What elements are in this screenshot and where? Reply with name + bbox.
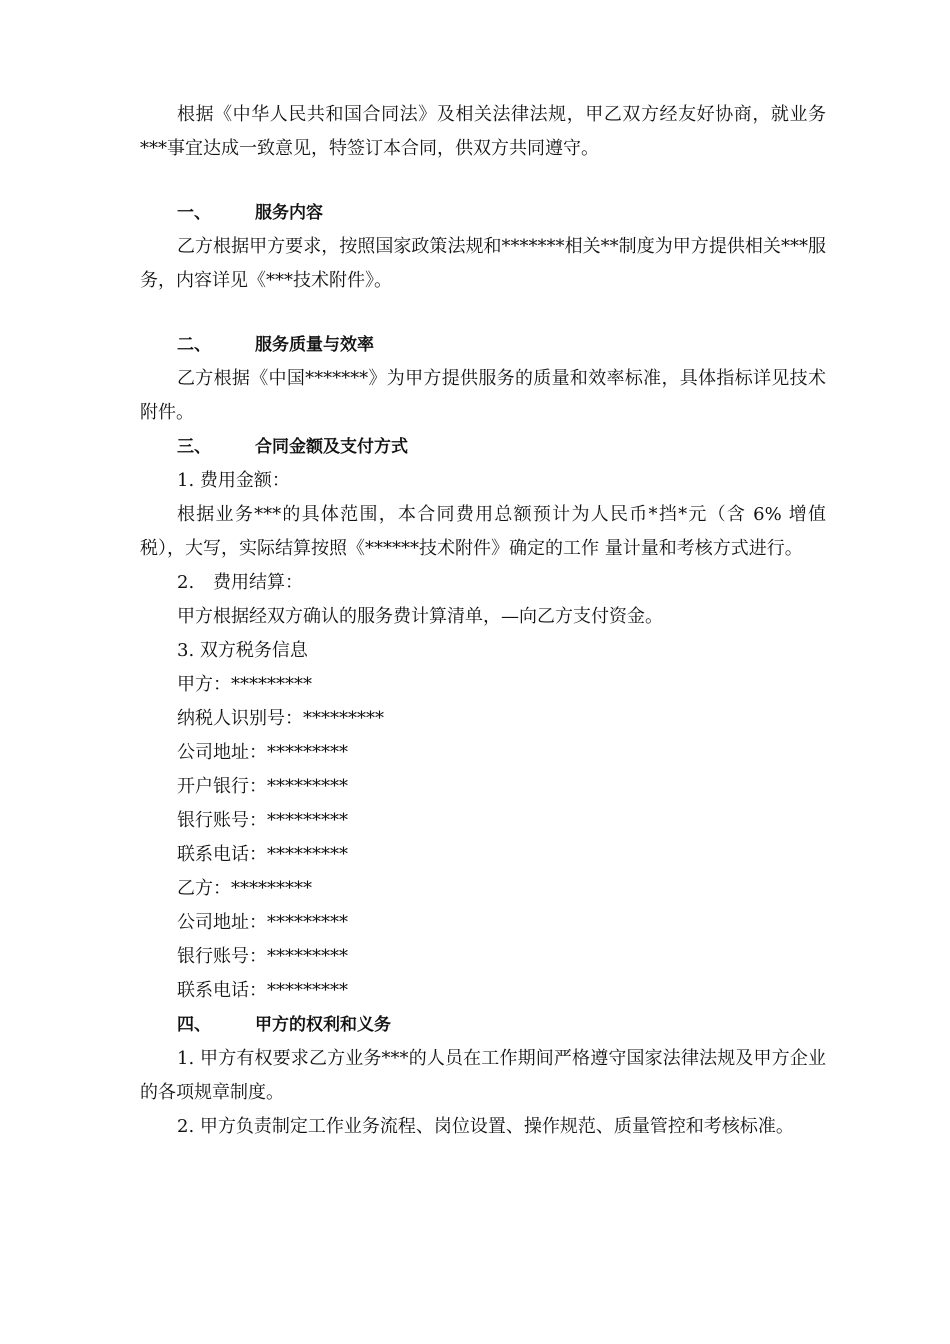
party-a-address: 公司地址：********* bbox=[177, 742, 348, 763]
section-2-body: 乙方根据《中国*******》为甲方提供服务的质量和效率标准，具体指标详见技术附件。 bbox=[140, 368, 826, 423]
party-a-phone: 联系电话：********* bbox=[177, 844, 348, 865]
fee-settlement-number: 2. bbox=[177, 572, 195, 593]
section-3-title: 合同金额及支付方式 bbox=[255, 437, 408, 457]
section-1-title: 服务内容 bbox=[255, 203, 323, 223]
section-3-number: 三、 bbox=[177, 437, 211, 457]
party-a-name: 甲方：********* bbox=[177, 674, 312, 695]
party-a-info bbox=[140, 668, 826, 872]
section-4-heading bbox=[140, 1008, 826, 1042]
section-2-title: 服务质量与效率 bbox=[255, 335, 374, 355]
party-b-phone: 联系电话：********* bbox=[177, 980, 348, 1001]
party-b-name: 乙方：********* bbox=[177, 878, 312, 899]
section-2-heading bbox=[140, 328, 826, 362]
section-4-number: 四、 bbox=[177, 1015, 211, 1035]
party-a-bank: 开户银行：********* bbox=[177, 776, 348, 797]
party-a-account: 银行账号：********* bbox=[177, 810, 348, 831]
section-1-heading bbox=[140, 196, 826, 230]
tax-info-label: 3. 双方税务信息 bbox=[177, 640, 308, 661]
fee-settlement-title: 费用结算： bbox=[213, 572, 303, 593]
section-2-number: 二、 bbox=[177, 335, 211, 355]
party-a-tax-id: 纳税人识别号：********* bbox=[177, 708, 384, 729]
section-4-item-1: 1. 甲方有权要求乙方业务***的人员在工作期间严格遵守国家法律法规及甲方企业的各项规章制度。 bbox=[140, 1048, 826, 1103]
party-b-address: 公司地址：********* bbox=[177, 912, 348, 933]
fee-settlement-body: 甲方根据经双方确认的服务费计算清单，—向乙方支付资金。 bbox=[177, 606, 663, 627]
fee-amount-body: 根据业务***的具体范围，本合同费用总额预计为人民币*挡*元（含 6% 增值税），大写，实际结算按照《******技术附件》确定的工作 量计量和考核方式进行。 bbox=[140, 504, 826, 559]
section-3-heading bbox=[140, 430, 826, 464]
intro-paragraph: 根据《中华人民共和国合同法》及相关法律法规，甲乙双方经友好协商，就业务***事宜达成一致意见，特签订本合同，供双方共同遵守。 bbox=[140, 104, 826, 159]
party-b-info bbox=[140, 872, 826, 1008]
section-4-title: 甲方的权利和义务 bbox=[255, 1015, 391, 1035]
section-1-body: 乙方根据甲方要求，按照国家政策法规和*******相关**制度为甲方提供相关***服务，内容详见《***技术附件》。 bbox=[140, 236, 826, 291]
section-1-number: 一、 bbox=[177, 203, 211, 223]
section-4-item-2: 2. 甲方负责制定工作业务流程、岗位设置、操作规范、质量管控和考核标准。 bbox=[177, 1116, 794, 1137]
fee-amount-label: 1. 费用金额： bbox=[177, 470, 290, 491]
party-b-account: 银行账号：********* bbox=[177, 946, 348, 967]
fee-settlement-label bbox=[140, 566, 826, 600]
contract-page bbox=[140, 98, 826, 1144]
